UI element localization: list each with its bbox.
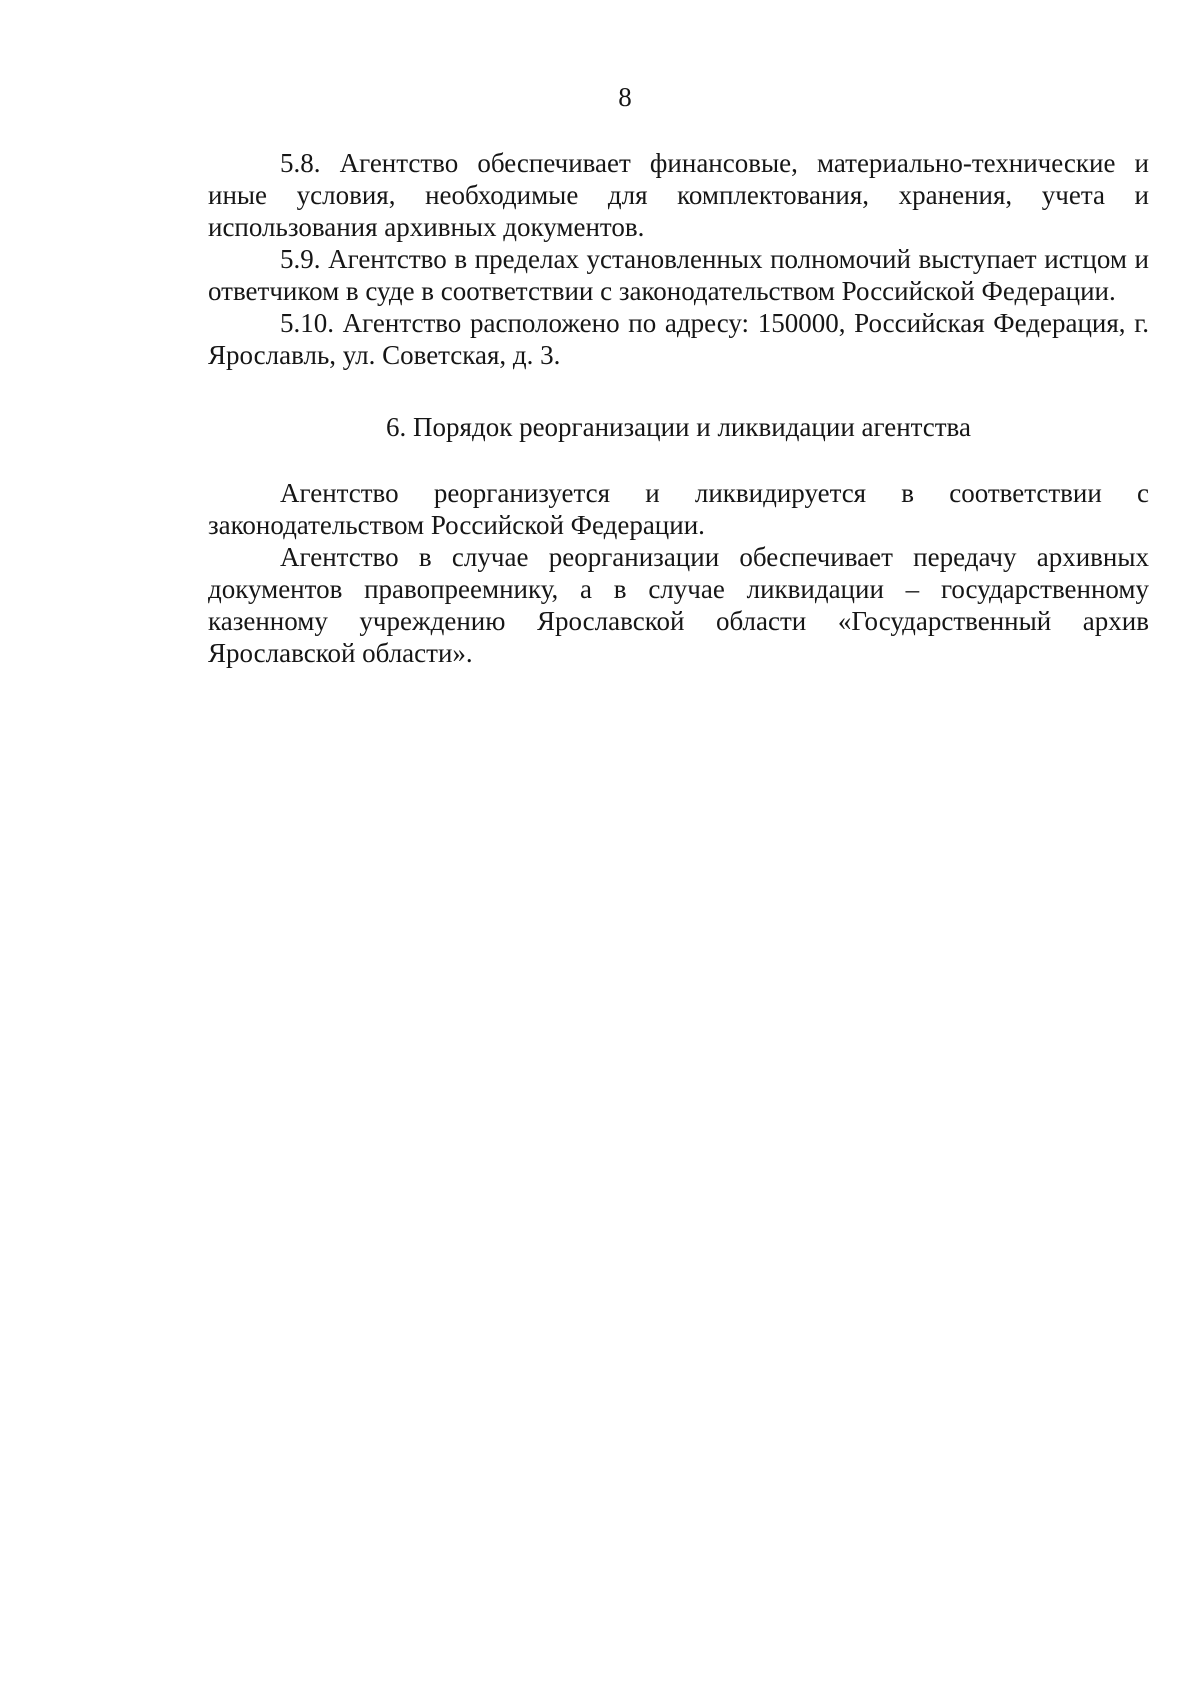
paragraph-5-9: 5.9. Агентство в пределах установленных полномочий выступает истцом и ответчиком в суде в соответствии с законодательством Российской Федерации. [208,244,1149,306]
page-number: 8 [618,82,632,112]
document-body [208,147,1149,669]
section-6-paragraph-1: Агентство реорганизуется и ликвидируется в соответствии с законодательством Российской Федерации. [208,478,1149,540]
section-6-paragraph-2: Агентство в случае реорганизации обеспечивает передачу архивных документов правопреемнику, а в случае ликвидации – государственному казенному учреждению Ярославской области «Государственный архив Ярославской области». [208,542,1149,668]
paragraph-5-10: 5.10. Агентство расположено по адресу: 150000, Российская Федерация, г. Ярославль, ул. Советская, д. 3. [208,308,1149,370]
paragraph-5-8: 5.8. Агентство обеспечивает финансовые, материально-технические и иные условия, необходимые для комплектования, хранения, учета и использования архивных документов. [208,148,1149,242]
section-6-heading: 6. Порядок реорганизации и ликвидации агентства [386,412,971,442]
